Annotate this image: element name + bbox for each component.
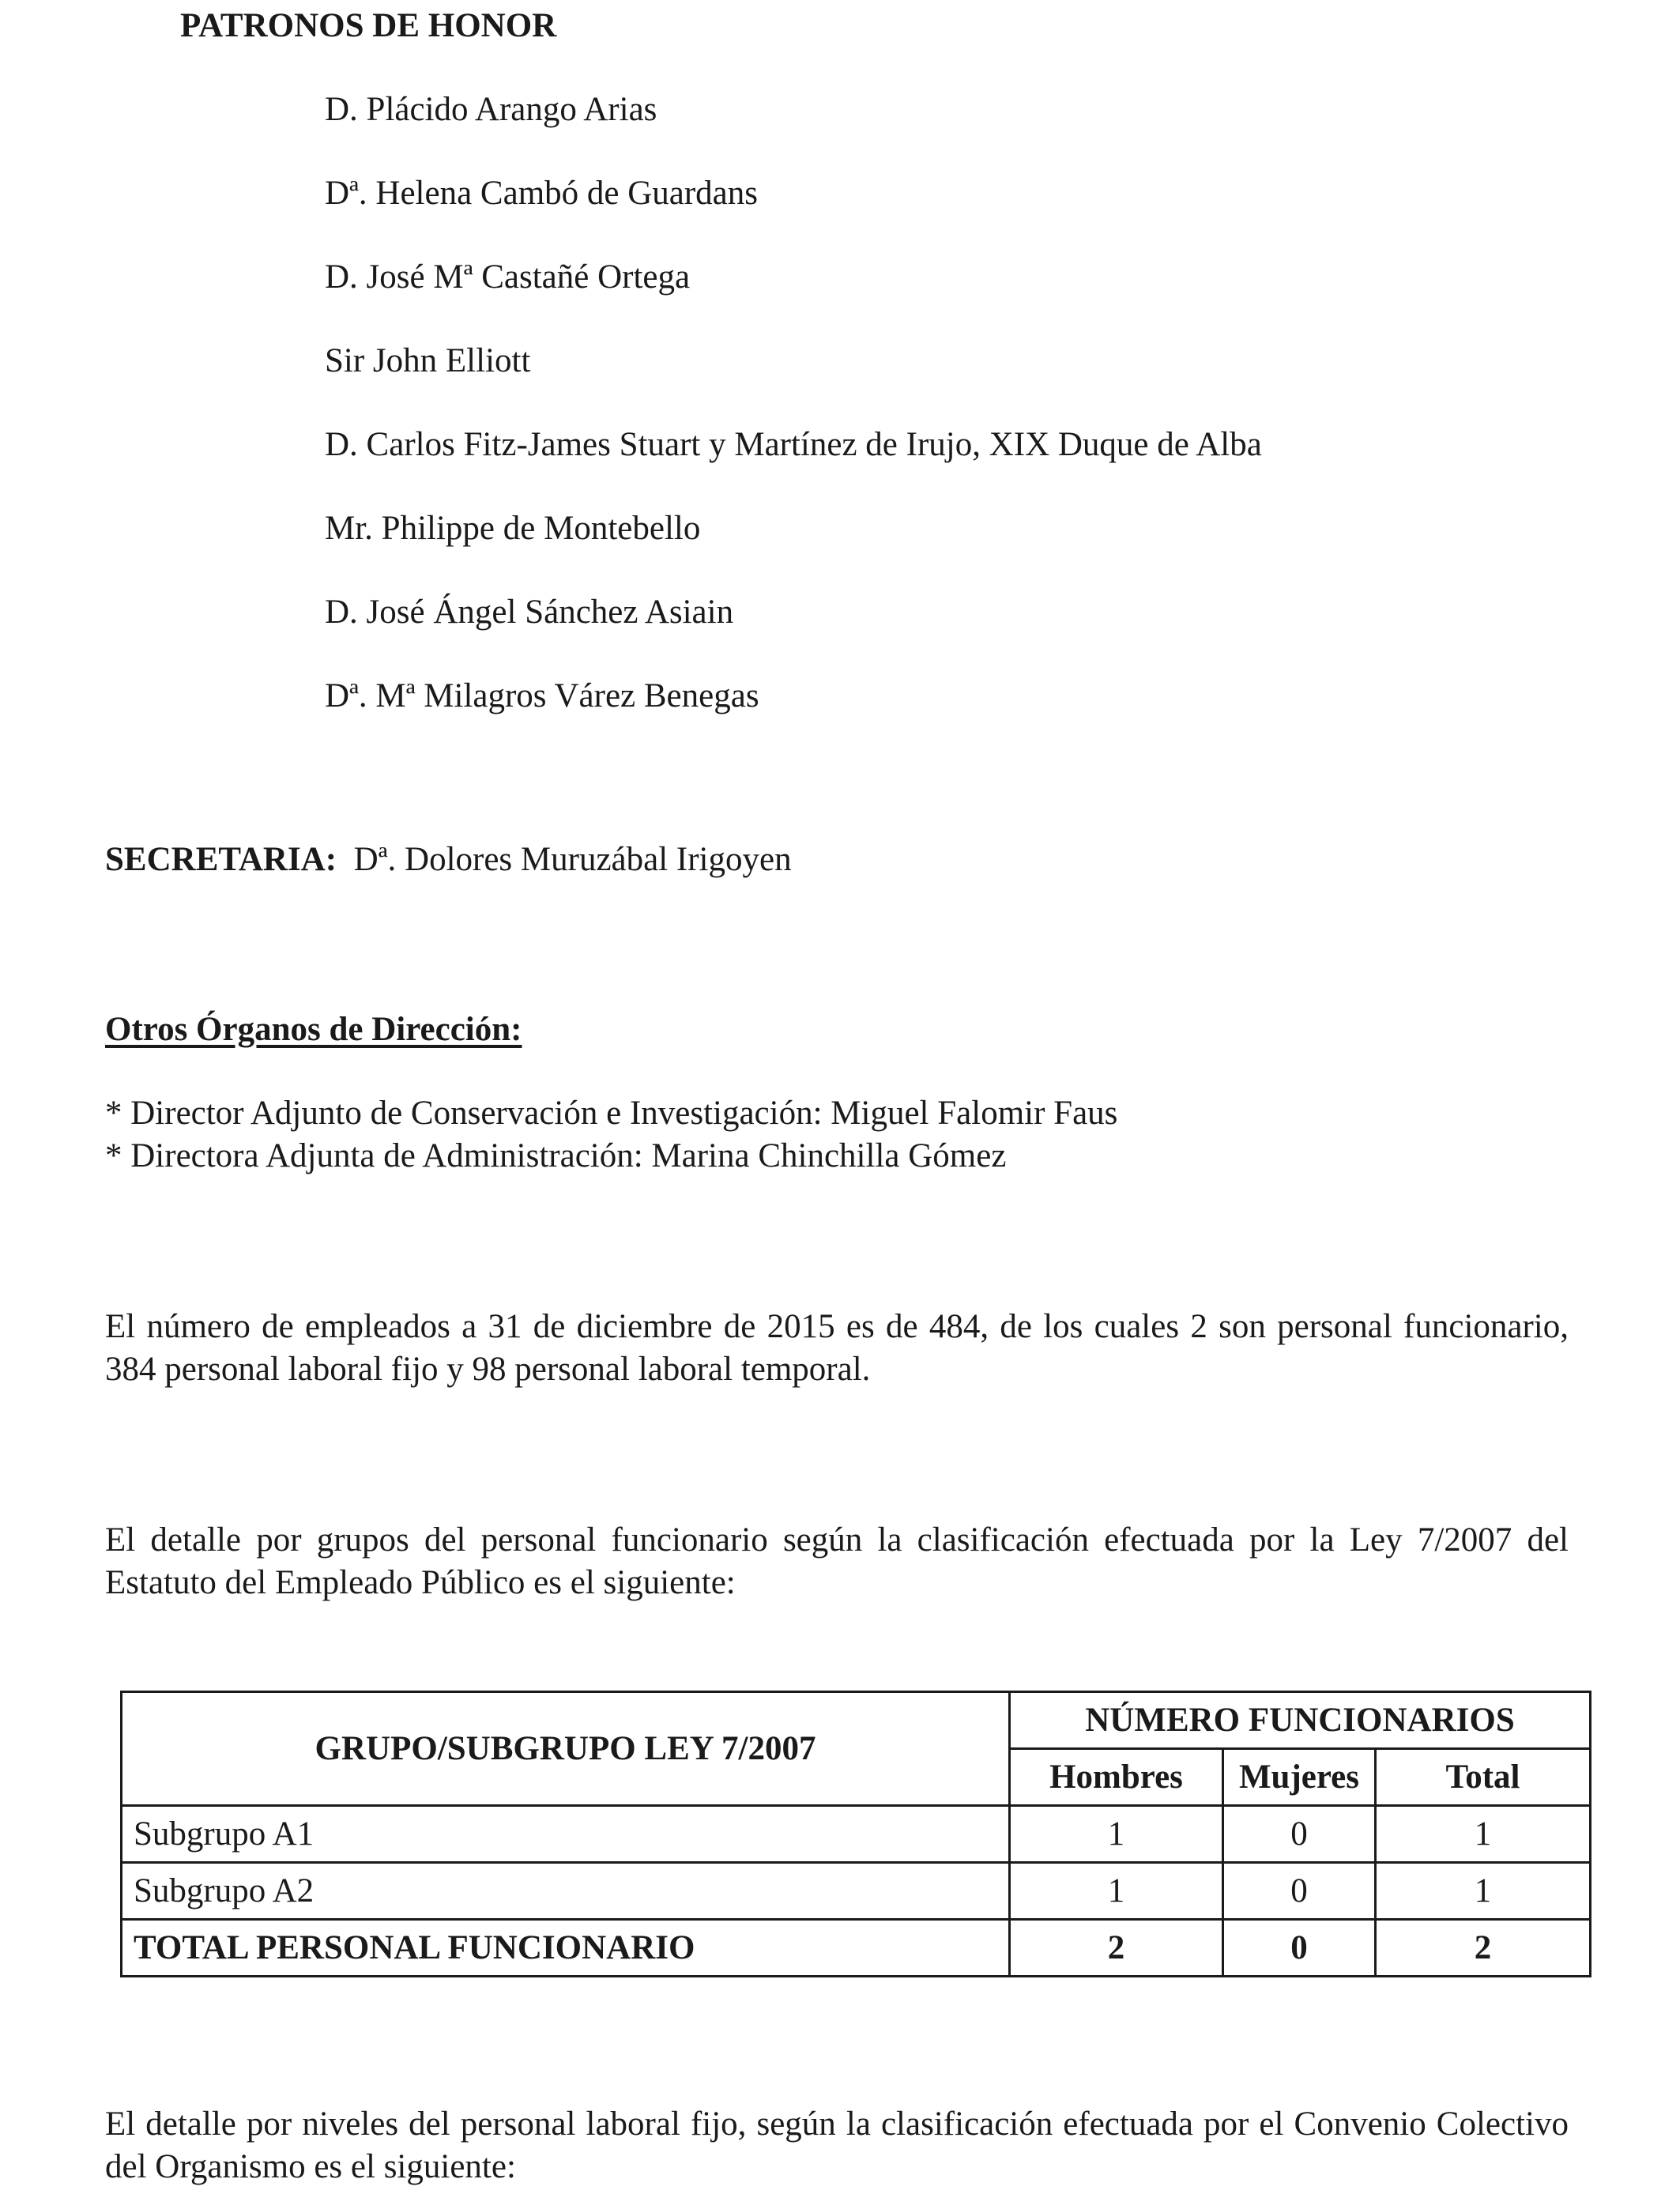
mujeres-value: 0 bbox=[1223, 1863, 1376, 1920]
numero-header: NÚMERO FUNCIONARIOS bbox=[1010, 1692, 1591, 1749]
patron-name: D. Carlos Fitz-James Stuart y Martínez de Irujo, XIX Duque de Alba bbox=[325, 426, 1262, 463]
table-row bbox=[122, 1806, 1591, 1863]
detalle-funcionario-paragraph: El detalle por grupos del personal funcionario según la clasificación efectuada por la Ley 7/2007 del Estatuto del Empleado Público es el siguiente: bbox=[105, 1521, 1569, 1601]
patron-name: D. José Mª Castañé Ortega bbox=[325, 258, 691, 296]
director-item: * Directora Adjunta de Administración: Marina Chinchilla Gómez bbox=[105, 1137, 1007, 1174]
hombres-header: Hombres bbox=[1010, 1749, 1223, 1806]
patron-name: Mr. Philippe de Montebello bbox=[325, 510, 701, 547]
patron-name: Sir John Elliott bbox=[325, 342, 531, 379]
funcionarios-table bbox=[120, 1691, 1591, 1977]
total-value: 1 bbox=[1376, 1806, 1591, 1863]
total-mujeres-value: 0 bbox=[1223, 1920, 1376, 1977]
row-label: Subgrupo A1 bbox=[122, 1806, 1010, 1863]
table-row bbox=[122, 1863, 1591, 1920]
row-label: Subgrupo A2 bbox=[122, 1863, 1010, 1920]
total-header: Total bbox=[1376, 1749, 1591, 1806]
group-header: GRUPO/SUBGRUPO LEY 7/2007 bbox=[122, 1692, 1010, 1806]
hombres-value: 1 bbox=[1010, 1863, 1223, 1920]
detalle-laboral-paragraph: El detalle por niveles del personal laboral fijo, según la clasificación efectuada por el Convenio Colectivo del Organismo es el siguiente: bbox=[105, 2105, 1569, 2185]
total-total-value: 2 bbox=[1376, 1920, 1591, 1977]
total-value: 1 bbox=[1376, 1863, 1591, 1920]
hombres-value: 1 bbox=[1010, 1806, 1223, 1863]
patron-name: Dª. Mª Milagros Várez Benegas bbox=[325, 677, 759, 714]
patron-name: D. José Ángel Sánchez Asiain bbox=[325, 594, 734, 631]
total-row-label: TOTAL PERSONAL FUNCIONARIO bbox=[122, 1920, 1010, 1977]
otros-organos-heading: Otros Órganos de Dirección: bbox=[105, 1011, 522, 1048]
patronos-heading: PATRONOS DE HONOR bbox=[180, 7, 557, 44]
total-hombres-value: 2 bbox=[1010, 1920, 1223, 1977]
patron-name: Dª. Helena Cambó de Guardans bbox=[325, 175, 758, 212]
total-row bbox=[122, 1920, 1591, 1977]
mujeres-value: 0 bbox=[1223, 1806, 1376, 1863]
secretaria-line bbox=[105, 839, 792, 881]
secretaria-name: Dª. Dolores Muruzábal Irigoyen bbox=[353, 841, 792, 878]
secretaria-label: SECRETARIA: bbox=[105, 841, 337, 878]
director-item: * Director Adjunto de Conservación e Investigación: Miguel Falomir Faus bbox=[105, 1095, 1118, 1132]
mujeres-header: Mujeres bbox=[1223, 1749, 1376, 1806]
patron-name: D. Plácido Arango Arias bbox=[325, 91, 657, 128]
empleados-paragraph: El número de empleados a 31 de diciembre de 2015 es de 484, de los cuales 2 son personal funcionario, 384 personal laboral fijo y 98 personal laboral temporal. bbox=[105, 1308, 1569, 1388]
